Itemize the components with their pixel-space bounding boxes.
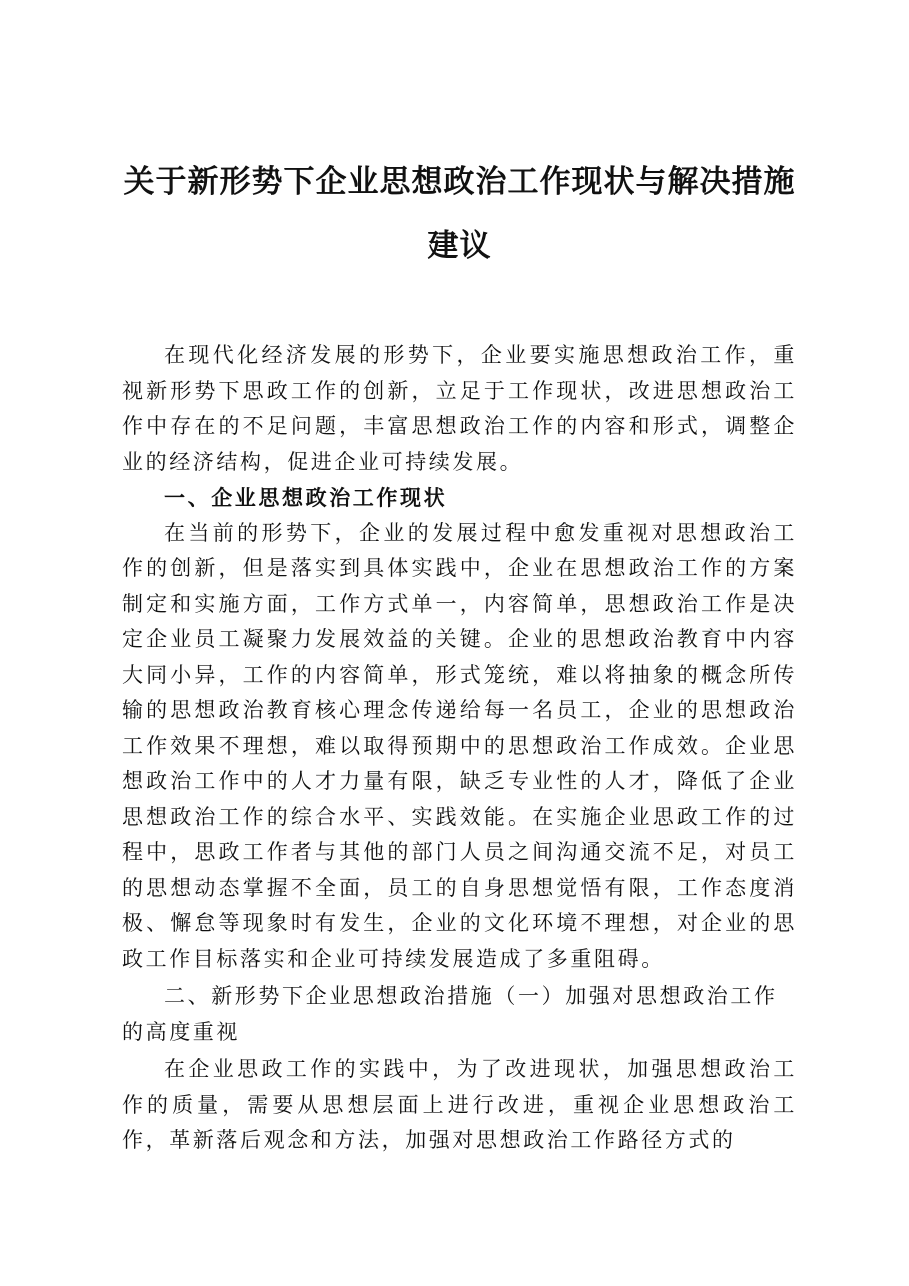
document-title: 关于新形势下企业思想政治工作现状与解决措施建议 — [123, 164, 796, 264]
section-1-paragraph: 在当前的形势下，企业的发展过程中愈发重视对思想政治工作的创新，但是落实到具体实践中，企业在思想政治工作的方案制定和实施方面，工作方式单一，内容简单，思想政治工作是决定企业员工凝聚力发展效益的关键。企业的思想政治教育中内容大同小异，工作的内容简单，形式笼统，难以将抽象的概念所传输的思想政治教育核心理念传递给每一名员工，企业的思想政治工作效果不理想，难以取得预期中的思想政治工作成效。企业思想政治工作中的人才力量有限，缺乏专业性的人才，降低了企业思想政治工作的综合水平、实践效能。在实施企业思政工作的过程中，思政工作者与其他的部门人员之间沟通交流不足，对员工的思想动态掌握不全面，员工的自身思想觉悟有限，工作态度消极、懈怠等现象时有发生，企业的文化环境不理想，对企业的思政工作目标落实和企业可持续发展造成了多重阻碍。 — [122, 520, 797, 971]
section-2-paragraph: 在企业思政工作的实践中，为了改进现状，加强思想政治工作的质量，需要从思想层面上进行改进，重视企业思想政治工作，革新落后观念和方法，加强对思想政治工作路径方式的 — [122, 1057, 797, 1152]
document-body — [122, 338, 797, 1159]
section-heading-2: 二、新形势下企业思想政治措施（一）加强对思想政治工作的高度重视 — [122, 984, 778, 1044]
section-heading-1: 一、企业思想政治工作现状 — [164, 485, 448, 510]
intro-paragraph: 在现代化经济发展的形势下，企业要实施思想政治工作，重视新形势下思政工作的创新，立足于工作现状，改进思想政治工作中存在的不足问题，丰富思想政治工作的内容和形式，调整企业的经济结构，促进企业可持续发展。 — [122, 343, 797, 474]
document-page — [122, 0, 797, 1159]
